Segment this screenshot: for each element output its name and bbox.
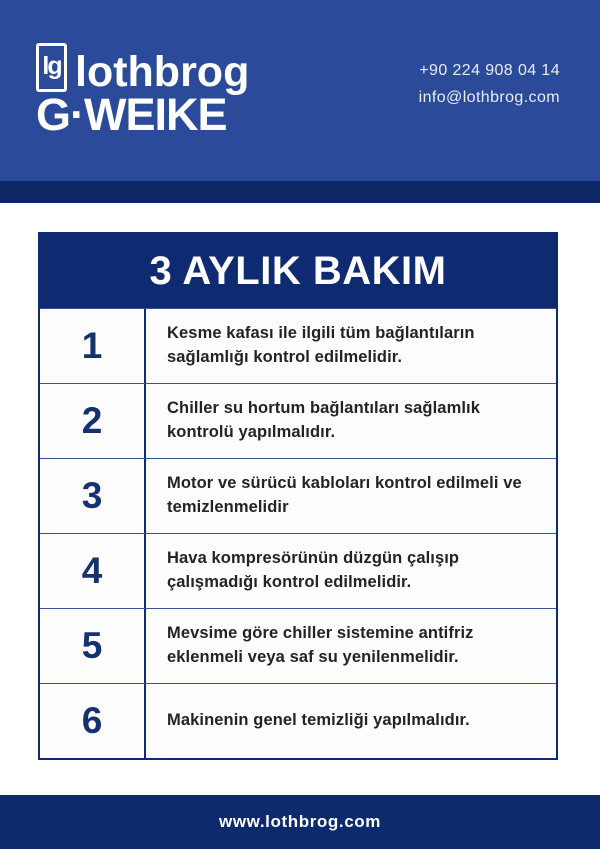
contact-info [419,58,560,111]
row-task-text: Chiller su hortum bağlantıları sağlamlık kontrolü yapılmalıdır. [167,399,480,441]
row-task-text: Mevsime göre chiller sistemine antifriz eklenmeli veya saf su yenilenmelidir. [167,624,474,666]
logo-brand-text: G·WEIKE [36,89,227,141]
row-task-text: Kesme kafası ile ilgili tüm bağlantıların sağlamlığı kontrol edilmelidir. [167,324,475,366]
row-number: 3 [40,459,146,533]
contact-email: info@lothbrog.com [418,88,560,106]
row-task-text: Hava kompresörünün düzgün çalışıp çalışmadığı kontrol edilmelidir. [167,549,460,591]
row-task-text: Makinenin genel temizliği yapılmalıdır. [167,711,470,730]
page-footer [0,795,600,849]
footer-website: www.lothbrog.com [219,812,381,831]
maintenance-table [38,232,558,760]
lg-monogram-icon: lg [36,43,67,92]
contact-phone: +90 224 908 04 14 [419,62,560,80]
page-header [0,0,600,181]
row-number: 6 [40,684,146,758]
row-number: 1 [40,309,146,383]
row-number: 2 [40,384,146,458]
table-title: 3 AYLIK BAKIM [40,234,556,308]
table-row [40,308,556,383]
row-number: 5 [40,609,146,683]
row-number: 4 [40,534,146,608]
logo-name-text: lothbrog [75,48,250,97]
table-row [40,383,556,458]
logo-top-row [36,43,250,97]
table-row [40,533,556,608]
company-logo [36,43,250,141]
header-accent-strip [0,181,600,203]
row-task-text: Motor ve sürücü kabloları kontrol edilmeli ve temizlenmelidir [167,474,522,516]
table-row [40,608,556,683]
table-row [40,683,556,758]
table-row [40,458,556,533]
